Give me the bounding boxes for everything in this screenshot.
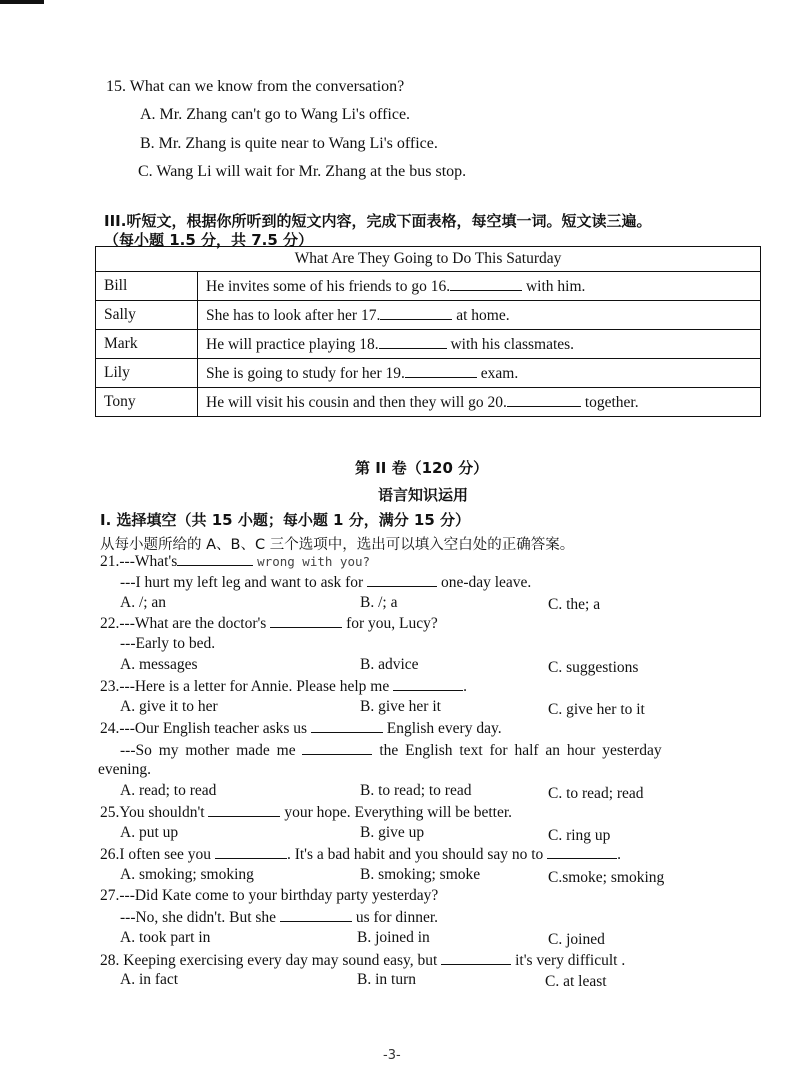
q22-option-c: C. suggestions [548, 659, 639, 676]
row-name: Sally [96, 301, 198, 330]
q24-option-c: C. to read; read [548, 785, 644, 802]
row-content: He will visit his cousin and then they will go 20. together. [198, 388, 761, 417]
q26-option-c: C.smoke; smoking [548, 869, 665, 886]
answer-blank[interactable] [507, 393, 581, 407]
q15-stem: 15. What can we know from the conversation? [106, 78, 405, 95]
row-content: She is going to study for her 19. exam. [198, 359, 761, 388]
answer-blank[interactable] [441, 951, 511, 965]
q21-option-b: B. /; a [360, 594, 398, 611]
answer-blank[interactable] [405, 364, 477, 378]
q27-option-c: C. joined [548, 931, 605, 948]
row-content: He invites some of his friends to go 16. with him. [198, 272, 761, 301]
q24-line3: evening. [98, 761, 151, 778]
q22-line1: 22.---What are the doctor's for you, Lucy? [100, 615, 438, 632]
q15-option-c: C. Wang Li will wait for Mr. Zhang at the bus stop. [138, 163, 467, 180]
row-content: She has to look after her 17. at home. [198, 301, 761, 330]
q25-option-c: C. ring up [548, 827, 611, 844]
answer-blank[interactable] [311, 719, 383, 733]
answer-blank[interactable] [450, 277, 522, 291]
row-name: Tony [96, 388, 198, 417]
q27-option-b: B. joined in [357, 929, 430, 946]
part2-subtitle: 语言知识运用 [378, 486, 469, 504]
answer-blank[interactable] [280, 908, 352, 922]
q21-option-a: A. /; an [120, 594, 167, 611]
answer-blank[interactable] [379, 335, 447, 349]
page-number: -3- [383, 1048, 401, 1063]
q21-line2: ---I hurt my left leg and want to ask for one-day leave. [120, 574, 532, 591]
section3-subheading: （每小题 1.5 分，共 7.5 分） [104, 231, 314, 249]
q22-option-b: B. advice [360, 656, 419, 673]
section1-instruction: 从每小题所给的 A、B、C 三个选项中，选出可以填入空白处的正确答案。 [100, 537, 575, 553]
row-name: Bill [96, 272, 198, 301]
answer-blank[interactable] [208, 803, 280, 817]
q22-line2: ---Early to bed. [120, 635, 216, 652]
table-row [96, 301, 761, 330]
table-row [96, 272, 761, 301]
q15-option-b: B. Mr. Zhang is quite near to Wang Li's office. [140, 135, 438, 152]
q23-option-c: C. give her to it [548, 701, 645, 718]
q28-option-a: A. in fact [120, 971, 179, 988]
q23-option-a: A. give it to her [120, 698, 218, 715]
table-title: What Are They Going to Do This Saturday [96, 247, 761, 272]
table-row [96, 330, 761, 359]
q23-line1: 23.---Here is a letter for Annie. Please help me . [100, 678, 467, 695]
answer-blank[interactable] [547, 845, 617, 859]
q27-line1: 27.---Did Kate come to your birthday party yesterday? [100, 887, 439, 904]
answer-blank[interactable] [380, 306, 452, 320]
q28-option-c: C. at least [545, 973, 607, 990]
q15-option-a: A. Mr. Zhang can't go to Wang Li's office. [140, 106, 411, 123]
row-name: Lily [96, 359, 198, 388]
part2-title: 第 II 卷（120 分） [355, 459, 489, 477]
q25-option-b: B. give up [360, 824, 425, 841]
q21-line1: 21.---What's wrong with you? [100, 553, 371, 570]
answer-blank[interactable] [270, 614, 342, 628]
table-row [96, 388, 761, 417]
q25-line1: 25.You shouldn't your hope. Everything will be better. [100, 804, 513, 821]
q21-option-c: C. the; a [548, 596, 601, 613]
section1-heading: I. 选择填空（共 15 小题；每小题 1 分，满分 15 分） [100, 511, 471, 529]
answer-blank[interactable] [177, 552, 253, 566]
corner-mark [0, 0, 44, 4]
answer-blank[interactable] [215, 845, 287, 859]
q24-option-a: A. read; to read [120, 782, 217, 799]
q22-option-a: A. messages [120, 656, 198, 673]
answer-blank[interactable] [393, 677, 463, 691]
table-row [96, 359, 761, 388]
q25-option-a: A. put up [120, 824, 179, 841]
q23-option-b: B. give her it [360, 698, 441, 715]
q28-line1: 28. Keeping exercising every day may sound easy, but it's very difficult . [100, 952, 626, 969]
q26-option-a: A. smoking; smoking [120, 866, 254, 883]
row-content: He will practice playing 18. with his classmates. [198, 330, 761, 359]
listening-table [95, 246, 761, 417]
q27-line2: ---No, she didn't. But she us for dinner. [120, 909, 439, 926]
answer-blank[interactable] [302, 741, 372, 755]
q24-line2: ---So my mother made me the English text for half an hour yesterday [120, 742, 662, 759]
q24-option-b: B. to read; to read [360, 782, 472, 799]
q24-line1: 24.---Our English teacher asks us English every day. [100, 720, 502, 737]
q27-option-a: A. took part in [120, 929, 211, 946]
row-name: Mark [96, 330, 198, 359]
answer-blank[interactable] [367, 573, 437, 587]
q26-line1: 26.I often see you . It's a bad habit and you should say no to . [100, 846, 622, 863]
q26-option-b: B. smoking; smoke [360, 866, 481, 883]
q28-option-b: B. in turn [357, 971, 416, 988]
section3-heading: III.听短文，根据你所听到的短文内容，完成下面表格，每空填一词。短文读三遍。 [104, 212, 652, 230]
